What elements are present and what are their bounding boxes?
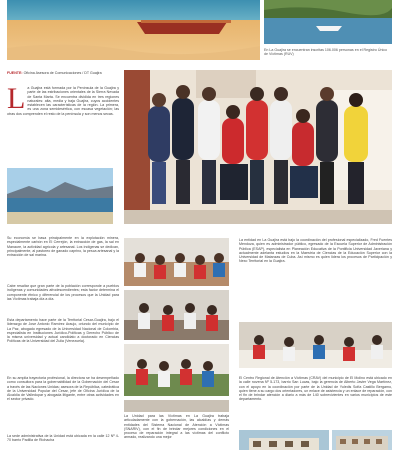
meeting-photo-1: [124, 238, 229, 286]
population-paragraph: Cabe resaltar que gran parte de la población corresponde a pueblos indígenas y comunidades afrodescendientes; esta factor determina el componente étnico y diferencial de los procesos que la Unidad para las Víctimas trabaja día a día.: [7, 284, 119, 301]
source-text: Oficina Asesora de Comunicaciones / DT Guajira: [23, 71, 102, 75]
crav-building-photo: [239, 430, 329, 450]
beach-photo: [7, 0, 260, 60]
meeting-photo-3: [124, 344, 229, 396]
dropcap-letter: L: [7, 82, 26, 115]
group-team-photo: [124, 70, 392, 224]
address-paragraph: La sede administrativa de la Unidad está ubicada en la calle 12 Nº 4-70 barrio Padilla de Riohacha: [7, 434, 119, 443]
town-street-photo: [332, 430, 392, 450]
intro-text: a Guajira está formada por la Península de la Guajira y parte de las estribaciones orientales de la Sierra Nevada de Santa Marta. Se encuentra dividida en tres regiones naturales: alta, media y baja Guajira, cuyos accidentes establecen las características de la región. La primera, es una zona semidesértica, con escasa vegetación; las otras dos comprenden el resto de la península y son menos secas.: [7, 86, 119, 116]
mountain-lake-photo: [7, 168, 113, 224]
meeting-photo-2: [124, 290, 229, 340]
economy-paragraph: Su economía se basa principalmente en la explotación minera, especialmente carbón en El Cerrejón, la extracción de gas, la sal en Manaure, la actividad agrícola y artesanal. Los indígenas se dedican, principalmente, al pastoreo de ganado caprino, la pesca artesanal y la extracción de sal marina.: [7, 236, 119, 258]
intro-paragraph: [7, 82, 119, 116]
coast-boat-photo: [264, 0, 392, 44]
crav-paragraph: El Centro Regional de Atención a Víctimas (CRAV) del municipio de El Molino está ubicado en la calle novena Nº 5-173, barrio San Lucas, bajo la gerencia de Alberto Javier Vega Martínez, con el apoyo en la coordinación por parte de la Unidad de Yuledis Sofía Castillo Bergamo, quien tiene a su cargo dos orientadores, un enlace de asistencia y un enlace de reparación, con el fin de brindar atención a diario a más de 140 sobrevivientes en varios municipios de este departamento.: [239, 376, 392, 402]
top-photo-caption: En La Guajira se encuentran inscritas 106.006 personas en el Registro Único de Víctimas (RUV): [264, 48, 388, 57]
source-line: [7, 71, 121, 75]
center-paragraph: La Unidad para las Víctimas en La Guajira trabaja articuladamente con la gobernación, las alcaldías y demás entidades del Sistema Nacional de Atención a Víctimas (SNARIV), con el fin de brindar mejores condiciones en el proceso de reparación integral a las víctimas del conflicto armado, realizando una mejor: [124, 414, 229, 440]
career-paragraph: En su amplia trayectoria profesional, la directora se ha desempeñado como consultora para la gobernabilidad de la Gobernación del Cesar a través de las Naciones Unidas; asesora de la República, catedrática de la Universidad Popular del Cesar, jefe de Oficina Jurídica de la Alcaldía de Valledupar y abogada litigante, entre otras actividades en el sector privado.: [7, 376, 119, 402]
office-meeting-photo: [239, 322, 392, 368]
director-paragraph: Esta departamento hace parte de la Territorial Cesar-Guajira, bajo el liderazgo de Jose Antonio Ramírez Araujo, oriundo del municipio de La Paz, abogado egresado de la Universidad Nacional de Colombia, especialista en Instituciones Jurídico-Políticas y Derecho Público de la misma universidad y actual candidato a doctorado en Ciencias Políticas de la Universidad del Zulia (Venezuela).: [7, 318, 119, 344]
source-label: FUENTE:: [7, 71, 23, 75]
coordinator-paragraph: La entidad en La Guajira está bajo la coordinación del profesional especializado, Fred Fuentes Mendoza, quien es administrador público, egresado de la Escuela Superior de Administración Pública (ESAP), especialista en Planeación Educativa de la Pontificia Universidad Javeriana y actualmente adelanta estudios en la Maestría de Ciencias de la Educación Superior con la Universidad de Matanzas de Cuba. Así mismo es quien lidera los procesos de Participación y Nexo Territorial en la Guajira.: [239, 238, 392, 264]
meeting-photo-4: [124, 400, 229, 412]
